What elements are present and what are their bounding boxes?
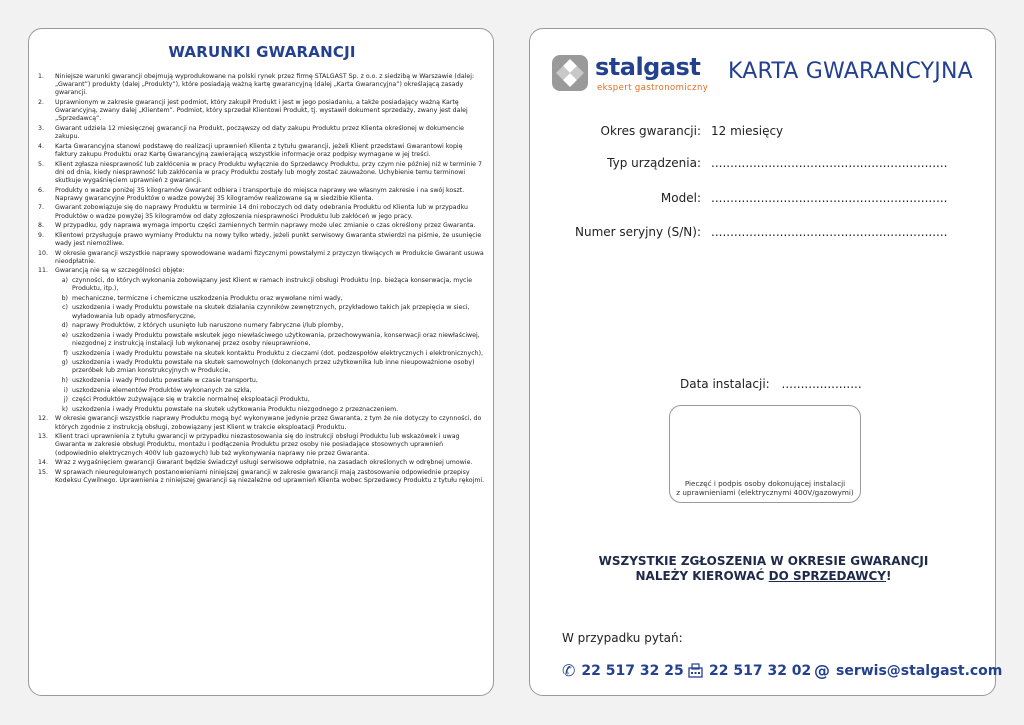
term-number: 11. <box>38 267 48 275</box>
subitem-letter: e) <box>61 331 68 339</box>
device-type-label: Typ urządzenia: <box>607 156 701 170</box>
term-item <box>38 469 486 485</box>
term-number: 5. <box>38 160 44 168</box>
subitem-letter: d) <box>61 322 68 330</box>
warranty-card-panel <box>529 28 1003 696</box>
stamp-caption-line-1: Pieczęć i podpis osoby dokonującej instalacji <box>684 479 846 488</box>
warranty-terms-panel <box>28 28 494 696</box>
term-text: W okresie gwarancji wszystkie naprawy Produktu mogą być wykonywane jedynie przez Gwaranta, z tym że nie dotyczy to czynności, do których zgodnie z instrukcją obsługi, zobowiązany jest Klient w trakcie eksploatacji Produktu. <box>55 415 482 431</box>
term-text: Niniejsze warunki gwarancji obejmują wyprodukowane na polski rynek przez firmę STALGAST Sp. z o.o. z siedzibą w Warszawie (dalej: „Gwarant”) produkty (dalej „Produkty”), które posiadają ważną kartę gwarancyjną (dalej „Karta Gwarancyjna”) określającą zasady gwarancji. <box>55 73 475 97</box>
card-title: KARTA GWARANCYJNA <box>728 59 973 84</box>
term-subitem <box>55 359 486 375</box>
subitem-text: części Produktów zużywające się w trakcie normalnej eksploatacji Produktu, <box>72 396 310 404</box>
term-text: Klientowi przysługuje prawo wymiany Produktu na nowy tylko wtedy, jeżeli punkt serwisowy Gwaranta stwierdzi na piśmie, że usunięcie wady jest niemożliwe. <box>55 231 482 247</box>
term-number: 7. <box>38 204 44 212</box>
term-text: Karta Gwarancyjna stanowi podstawę do realizacji uprawnień Klienta z tytułu gwarancji, jeżeli Klient przedstawi Gwarantowi kopię faktury zakupu Produktu oraz Kartę Gwarancyjną zawierającą wszystkie informacje oraz podpisy wymagane w jej treści. <box>55 142 463 158</box>
model-label: Model: <box>660 191 701 205</box>
term-item <box>38 222 486 230</box>
term-text: W przypadku, gdy naprawa wymaga importu części zamiennych termin naprawy może ulec zmianie o czas określony przez Gwaranta. <box>55 222 476 230</box>
term-number: 10. <box>38 249 48 257</box>
term-number: 4. <box>38 142 44 150</box>
subitem-letter: f) <box>63 349 68 357</box>
term-number: 12. <box>38 415 48 423</box>
notice-underlined: DO SPRZEDAWCY <box>768 569 886 583</box>
fax-icon <box>688 661 703 680</box>
notice-text: NALEŻY KIEROWAĆ <box>635 569 769 583</box>
term-subitem <box>55 295 486 303</box>
term-text: Wraz z wygaśnięciem gwarancji Gwarant będzie świadczył usługi serwisowe odpłatnie, na zasadach określonych w odrębnej umowie. <box>55 459 473 467</box>
device-type-field[interactable]: .............................................................. <box>711 156 948 170</box>
notice-line-2 <box>530 569 997 584</box>
subitem-text: uszkodzenia i wady Produktu powstałe na skutek samowolnych (dokonanych przez użytkownika lub inne nieupoważnione osoby) przeróbek lub zmian konstrukcyjnych w Produkcie, <box>72 359 475 375</box>
term-number: 15. <box>38 468 48 476</box>
claims-notice <box>530 554 997 584</box>
term-item <box>38 99 486 124</box>
subitem-text: uszkodzenia i wady Produktu powstałe na skutek użytkowania Produktu niezgodnego z przeznaczeniem. <box>72 405 399 413</box>
stalgast-logo-icon <box>550 53 590 93</box>
stamp-caption-line-2: z uprawnieniami (elektrycznymi 400V/gazowymi) <box>676 488 854 497</box>
stalgast-logo <box>550 51 730 95</box>
term-text: Gwarancją nie są w szczególności objęte: <box>55 267 185 275</box>
install-date-field[interactable]: ..................... <box>781 377 862 391</box>
terms-list <box>38 73 486 487</box>
term-item <box>38 187 486 203</box>
subitem-letter: g) <box>61 359 68 367</box>
serial-field[interactable]: .............................................................. <box>711 225 948 239</box>
subitem-text: mechaniczne, termiczne i chemiczne uszkodzenia Produktu oraz wywołane nimi wady, <box>72 294 343 302</box>
fax-number: 22 517 32 02 <box>709 663 812 679</box>
subitem-letter: i) <box>63 386 68 394</box>
term-number: 6. <box>38 186 44 194</box>
term-number: 9. <box>38 231 44 239</box>
term-subitem <box>55 387 486 395</box>
warranty-period-label: Okres gwarancji: <box>600 124 701 138</box>
subitem-text: uszkodzenia i wady Produktu powstałe w czasie transportu, <box>72 376 258 384</box>
term-text: Gwarant udziela 12 miesięcznej gwarancji na Produkt, począwszy od daty zakupu Produktu przez Klienta określonej w dokumencie zakupu. <box>55 125 464 141</box>
term-item <box>38 250 486 266</box>
term-subitem <box>55 350 486 358</box>
term-subitem <box>55 406 486 414</box>
subitem-text: naprawy Produktów, z których usunięto lub naruszono numery fabryczne i/lub plomby, <box>72 322 344 330</box>
notice-exclamation: ! <box>886 569 892 583</box>
install-date-label: Data instalacji: <box>680 377 770 391</box>
phone-icon: ✆ <box>562 661 576 680</box>
subitem-letter: j) <box>63 396 68 404</box>
term-text: Klient zgłasza niesprawność lub zakłócenia w pracy Produktu wyłącznie do Sprzedawcy Produktu, przy czym nie później niż w terminie 7 dni od dnia, kiedy niesprawność lub zakłócenia w pracy Produktu zostały lub mogły zostać zauważone. Uchybienie temu terminowi skutkuje wygaśnięciem uprawnień z gwarancji. <box>55 160 482 184</box>
term-item <box>38 161 486 186</box>
term-item <box>38 459 486 467</box>
terms-title: WARUNKI GWARANCJI <box>168 43 356 61</box>
term-item <box>38 232 486 248</box>
at-icon: @ <box>814 661 830 680</box>
logo-name: stalgast <box>595 53 701 81</box>
subitem-text: uszkodzenia i wady Produktu powstałe na skutek działania czynników zewnętrznych, przykładowo takich jak przepięcia w sieci, wyładowania lub opady atmosferyczne, <box>72 304 470 320</box>
term-subitem <box>55 396 486 404</box>
subitem-letter: a) <box>61 276 68 284</box>
term-subitem <box>55 332 486 348</box>
term-item <box>38 73 486 98</box>
term-text: Gwarant zobowiązuje się do naprawy Produktu w terminie 14 dni roboczych od daty odebrania Produktu od Klienta lub w przypadku Produktów o wadze powyżej 35 kilogramów od daty zgłoszenia niesprawności Produktu lub zakłóceń w jego pracy. <box>55 204 468 220</box>
fax-contact[interactable] <box>688 661 811 680</box>
term-subitem <box>55 322 486 330</box>
subitem-text: uszkodzenia i wady Produktu powstałe wskutek jego niewłaściwego użytkowania, przechowywania, konserwacji oraz niewłaściwej, niezgodnej z instrukcją instalacji lub wykonanej przez osoby nieuprawnione, <box>72 331 480 347</box>
phone-contact[interactable] <box>562 661 684 680</box>
questions-label: W przypadku pytań: <box>562 631 683 645</box>
term-item <box>38 204 486 220</box>
email-contact[interactable] <box>814 661 1002 680</box>
term-number: 14. <box>38 459 48 467</box>
subitem-letter: b) <box>61 294 68 302</box>
subitem-letter: c) <box>62 304 68 312</box>
term-number: 1. <box>38 73 44 80</box>
term-text: Klient traci uprawnienia z tytułu gwarancji w przypadku niezastosowania się do instrukcji obsługi Produktu lub wskazówek i uwag Gwaranta w zakresie obsługi Produktu, montażu i podłączenia Produktu przez osoby nie posiadające stosownych uprawnień (odpowiednio elektrycznych 400V lub gazowych) lub też wykonywania naprawy nie przez Gwaranta. <box>55 433 460 457</box>
warranty-period-value: 12 miesięcy <box>711 124 784 138</box>
subitem-text: uszkodzenia i wady Produktu powstałe na skutek kontaktu Produktu z cieczami (dot. podzespołów elektrycznych i elektronicznych), <box>72 349 484 357</box>
model-field[interactable]: .............................................................. <box>711 191 948 205</box>
subitem-letter: k) <box>61 405 68 413</box>
term-text: W sprawach nieuregulowanych postanowieniami niniejszej gwarancji w zakresie gwarancji mają zastosowanie odpowiednie przepisy Kodeksu Cywilnego. Uprawnienia z niniejszej gwarancji są niezależne od uprawnień Klienta wobec Sprzedawcy Produktu z tytułu rękojmi. <box>55 468 485 484</box>
term-number: 8. <box>38 222 44 230</box>
term-item <box>38 415 486 431</box>
term-text: Uprawnionym w zakresie gwarancji jest podmiot, który zakupił Produkt i jest w jego posiadaniu, a także posiadający ważną Kartę Gwarancyjną, zwany dalej „Klientem”. Podmiot, który sprzedał Klientowi Produkt, tj. wystawił dokument sprzedaży, zwany jest dalej „Sprzedawcą”. <box>55 99 468 123</box>
term-item <box>38 433 486 458</box>
term-item <box>38 143 486 159</box>
stamp-signature-box[interactable] <box>669 405 861 503</box>
subitem-letter: h) <box>61 376 68 384</box>
term-text: Produkty o wadze poniżej 35 kilogramów Gwarant odbiera i transportuje do miejsca naprawy we własnym zakresie i na swój koszt. Naprawy gwarancyjne Produktów o wadze powyżej 35 kilogramów realizowane są w siedzibie Klienta. <box>55 186 465 202</box>
subitem-text: czynności, do których wykonania zobowiązany jest Klient w ramach instrukcji obsługi Produktu (np. bieżąca konserwacja, mycie Produktu, itp.), <box>72 276 473 293</box>
logo-tagline: ekspert gastronomiczny <box>597 83 709 93</box>
term-subitem <box>55 377 486 385</box>
term-item <box>38 267 486 275</box>
phone-number: 22 517 32 25 <box>581 663 684 679</box>
term-number: 3. <box>38 125 44 132</box>
email-address: serwis@stalgast.com <box>836 663 1003 679</box>
term-number: 13. <box>38 433 48 441</box>
notice-line-1: WSZYSTKIE ZGŁOSZENIA W OKRESIE GWARANCJI <box>598 554 929 568</box>
serial-label: Numer seryjny (S/N): <box>575 225 701 239</box>
stamp-caption <box>670 479 860 497</box>
term-number: 2. <box>38 99 44 106</box>
install-date-row <box>680 377 862 391</box>
term-text: W okresie gwarancji wszystkie naprawy spowodowane wadami fizycznymi powstałymi z przyczyn tkwiących w Produkcie Gwarant usuwa nieodpłatnie. <box>55 249 484 265</box>
term-item <box>38 125 486 141</box>
term-subitem <box>55 304 486 320</box>
subitem-text: uszkodzenia elementów Produktów wykonanych ze szkła, <box>72 386 252 394</box>
term-subitem <box>55 277 486 293</box>
